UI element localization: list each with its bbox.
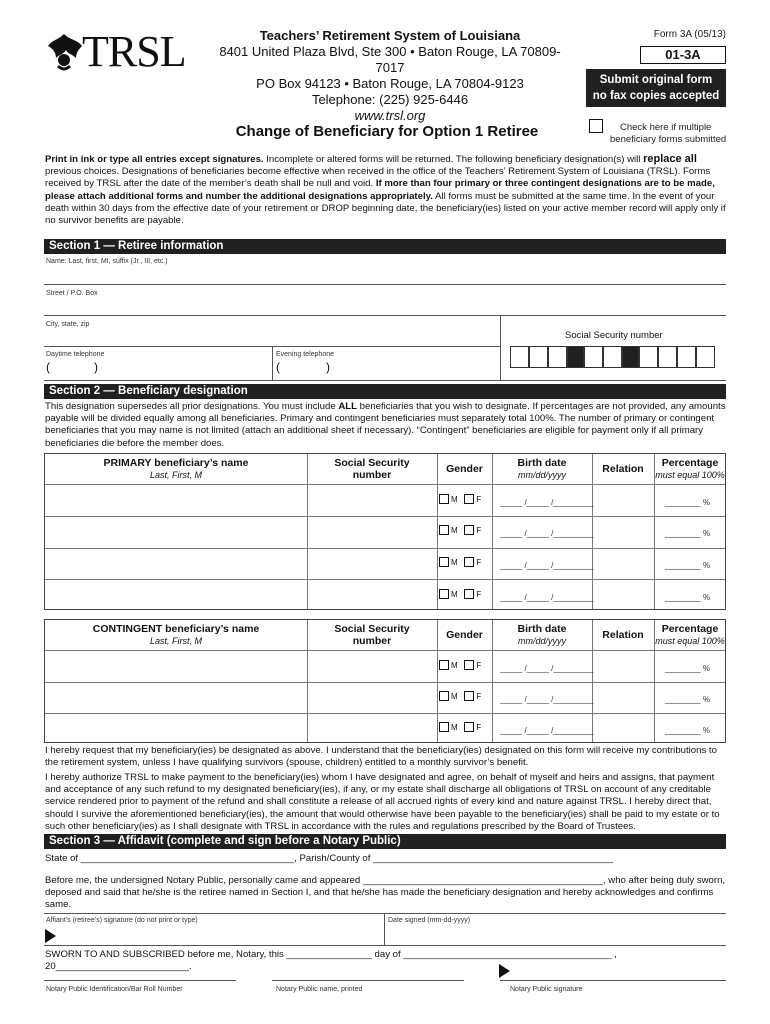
divider bbox=[44, 315, 726, 316]
divider bbox=[45, 713, 725, 714]
contingent-percentage-header-text: Percentage bbox=[661, 623, 719, 635]
primary-birth-header bbox=[492, 454, 592, 484]
multiple-forms-label bbox=[610, 122, 730, 146]
contingent-birth-header-text: Birth date bbox=[517, 623, 567, 635]
gender-f-checkbox[interactable] bbox=[464, 557, 474, 567]
authorize-paragraph: I hereby authorize TRSL to make payment to the beneficiary(ies) whom I have designated and agree, on behalf of myself and heirs and assigns, that payment and acceptance of any such refund to my designated beneficiary(ies), if any, or my estate shall discharge all obligations of TRSL on account of any creditable service rendered prior to payment of the refund and shall constitute a release of all accrued rights of every kind and nature against TRSL. I hereby direct that, should I survive the aforementioned beneficiary(ies), the amount that would otherwise have been payable to the beneficiary(ies) shall be paid to my estate or to such other beneficiary(ies) as I shall designate with TRSL in accordance with the rules and regulations prescribed by the Board of Trustees. bbox=[45, 772, 720, 832]
contingent-percentage-header-sub: must equal 100% bbox=[655, 636, 725, 646]
ssn-separator bbox=[567, 346, 584, 368]
divider bbox=[492, 454, 493, 609]
gender-f-label: F bbox=[476, 589, 482, 599]
daytime-phone-field[interactable] bbox=[44, 358, 272, 378]
section-2-text-a: This designation supersedes all prior designations. You must include bbox=[45, 401, 339, 412]
percentage-field[interactable]: ________ % bbox=[665, 498, 710, 507]
contingent-name-header bbox=[45, 620, 307, 650]
gender-f-label: F bbox=[476, 691, 482, 701]
primary-beneficiary-table bbox=[44, 453, 726, 610]
gender-options bbox=[439, 589, 481, 599]
divider bbox=[500, 315, 501, 380]
ssn-digit-box[interactable] bbox=[603, 346, 622, 368]
org-telephone: Telephone: (225) 925-6446 bbox=[311, 92, 469, 107]
primary-name-header-sub: Last, First, M bbox=[149, 470, 202, 480]
gender-f-label: F bbox=[476, 660, 482, 670]
form-title: Change of Beneficiary for Option 1 Retiree bbox=[235, 123, 539, 140]
multiple-forms-label-line-2: beneficiary forms submitted bbox=[610, 134, 727, 145]
divider bbox=[592, 620, 593, 742]
daytime-phone-label: Daytime telephone bbox=[46, 351, 105, 358]
ssn-digit-box[interactable] bbox=[510, 346, 529, 368]
primary-birth-header-sub: mm/dd/yyyy bbox=[517, 470, 566, 480]
ssn-label: Social Security number bbox=[565, 330, 663, 341]
notary-name-line[interactable] bbox=[272, 980, 464, 981]
notary-signature-line[interactable] bbox=[500, 980, 726, 981]
notary-signature-label: Notary Public signature bbox=[510, 986, 583, 993]
divider bbox=[384, 913, 385, 945]
multiple-forms-checkbox[interactable] bbox=[589, 119, 603, 133]
section-2-text-bold: ALL bbox=[338, 401, 357, 412]
paren-open: ( bbox=[46, 360, 50, 374]
paren-close: ) bbox=[94, 360, 98, 374]
city-label: City, state, zip bbox=[46, 321, 90, 328]
section-2-instructions bbox=[45, 401, 729, 450]
gender-m-checkbox[interactable] bbox=[439, 660, 449, 670]
percentage-field[interactable]: ________ % bbox=[665, 529, 710, 538]
contingent-ssn-header-text: Social Security number bbox=[334, 623, 410, 647]
instructions-bold-3: If more than four primary or three contingent designations are to be made, please attach additional forms and number the additional designations appropriately. bbox=[45, 178, 715, 202]
divider bbox=[45, 484, 725, 485]
submit-notice-line-1: Submit original form bbox=[599, 74, 713, 86]
street-field[interactable] bbox=[44, 298, 726, 316]
divider bbox=[44, 284, 726, 285]
gender-f-checkbox[interactable] bbox=[464, 589, 474, 599]
gender-f-checkbox[interactable] bbox=[464, 494, 474, 504]
birth-date-field[interactable]: _____ /_____ /_________ bbox=[500, 695, 594, 704]
ssn-digit-box[interactable] bbox=[529, 346, 548, 368]
state-parish-line[interactable]: State of ________________________________________, Parish/County of _____________________________________________ bbox=[45, 853, 614, 864]
gender-options bbox=[439, 691, 481, 701]
gender-f-checkbox[interactable] bbox=[464, 691, 474, 701]
gender-options bbox=[439, 722, 481, 732]
percentage-field[interactable]: ________ % bbox=[665, 664, 710, 673]
gender-f-checkbox[interactable] bbox=[464, 525, 474, 535]
instructions-text-1: Incomplete or altered forms will be returned. The following beneficiary designation(s) will bbox=[263, 154, 644, 165]
gender-m-checkbox[interactable] bbox=[439, 525, 449, 535]
city-field[interactable] bbox=[44, 329, 500, 347]
ssn-digit-box[interactable] bbox=[696, 346, 715, 368]
divider bbox=[45, 548, 725, 549]
percentage-field[interactable]: ________ % bbox=[665, 695, 710, 704]
contingent-gender-header-text: Gender bbox=[446, 629, 483, 641]
section-1-heading: Section 1 — Retiree information bbox=[44, 239, 726, 254]
gender-m-checkbox[interactable] bbox=[439, 691, 449, 701]
evening-phone-field[interactable] bbox=[272, 358, 500, 378]
sign-here-arrow-icon bbox=[45, 929, 56, 943]
ssn-separator bbox=[622, 346, 639, 368]
paren-open: ( bbox=[276, 360, 280, 374]
birth-date-field[interactable]: _____ /_____ /_________ bbox=[500, 561, 594, 570]
primary-percentage-header bbox=[654, 454, 726, 484]
section-3-heading: Section 3 — Affidavit (complete and sign before a Notary Public) bbox=[44, 834, 726, 849]
sign-here-arrow-icon bbox=[499, 964, 510, 978]
percentage-field[interactable]: ________ % bbox=[665, 561, 710, 570]
ssn-digit-box[interactable] bbox=[548, 346, 567, 368]
divider bbox=[654, 620, 655, 742]
primary-gender-header bbox=[437, 454, 492, 484]
contingent-beneficiary-table bbox=[44, 619, 726, 743]
birth-date-field[interactable]: _____ /_____ /_________ bbox=[500, 593, 594, 602]
logo-emblem-icon bbox=[44, 30, 84, 74]
birth-date-field[interactable]: _____ /_____ /_________ bbox=[500, 726, 594, 735]
organization-info bbox=[210, 28, 570, 124]
logo-text: TRSL bbox=[82, 27, 186, 76]
contingent-percentage-header bbox=[654, 620, 726, 650]
divider bbox=[492, 620, 493, 742]
gender-options bbox=[439, 660, 481, 670]
gender-m-label: M bbox=[451, 660, 458, 670]
gender-f-checkbox[interactable] bbox=[464, 660, 474, 670]
contingent-ssn-header bbox=[307, 620, 437, 650]
paren-close: ) bbox=[326, 360, 330, 374]
divider bbox=[307, 620, 308, 742]
date-signed-field[interactable] bbox=[386, 924, 724, 944]
divider bbox=[45, 682, 725, 683]
name-label: Name: Last, first, MI, suffix (Jr., III, etc.) bbox=[46, 258, 168, 265]
affiant-signature-field[interactable] bbox=[60, 924, 382, 944]
submit-notice-line-2: no fax copies accepted bbox=[592, 90, 720, 102]
primary-ssn-header-text: Social Security number bbox=[334, 457, 410, 481]
divider bbox=[45, 579, 725, 580]
instructions-bold-1: Print in ink or type all entries except signatures. bbox=[45, 154, 264, 165]
submit-notice bbox=[586, 69, 726, 107]
divider bbox=[307, 454, 308, 609]
primary-ssn-header bbox=[307, 454, 437, 484]
birth-date-field[interactable]: _____ /_____ /_________ bbox=[500, 498, 594, 507]
primary-relation-header-text: Relation bbox=[602, 463, 644, 475]
percentage-field[interactable]: ________ % bbox=[665, 726, 710, 735]
gender-options bbox=[439, 525, 481, 535]
gender-m-label: M bbox=[451, 722, 458, 732]
contingent-relation-header bbox=[592, 620, 654, 650]
ssn-digit-box[interactable] bbox=[584, 346, 603, 368]
gender-f-label: F bbox=[476, 557, 482, 567]
sworn-line[interactable]: SWORN TO AND SUBSCRIBED before me, Notary, this ________________ day of _______________________________________ , 20_________________________. bbox=[45, 949, 617, 973]
percentage-field[interactable]: ________ % bbox=[665, 593, 710, 602]
gender-f-label: F bbox=[476, 722, 482, 732]
divider bbox=[437, 454, 438, 609]
multiple-forms-label-line-1: Check here if multiple bbox=[620, 122, 712, 133]
gender-m-label: M bbox=[451, 557, 458, 567]
gender-options bbox=[439, 557, 481, 567]
gender-m-checkbox[interactable] bbox=[439, 557, 449, 567]
instructions-text-3: All forms must be submitted at the same time. In the event of your death within 30 days from the effective date of your retirement or DROP beginning date, the beneficiary(ies) listed on your active member record will apply only if no survivor benefits are payable. bbox=[45, 190, 726, 227]
contingent-birth-header bbox=[492, 620, 592, 650]
gender-m-checkbox[interactable] bbox=[439, 589, 449, 599]
divider bbox=[45, 650, 725, 651]
birth-date-field[interactable]: _____ /_____ /_________ bbox=[500, 664, 594, 673]
divider bbox=[44, 380, 726, 381]
gender-m-label: M bbox=[451, 525, 458, 535]
primary-percentage-header-sub: must equal 100% bbox=[655, 470, 725, 480]
ssn-digit-box[interactable] bbox=[639, 346, 658, 368]
primary-name-header-text: beneficiary’s name bbox=[151, 457, 249, 469]
street-label: Street / P.O. Box bbox=[46, 290, 98, 297]
org-url: www.trsl.org bbox=[354, 108, 426, 123]
section-2-heading: Section 2 — Beneficiary designation bbox=[44, 384, 726, 399]
primary-gender-header-text: Gender bbox=[446, 463, 483, 475]
gender-options bbox=[439, 494, 481, 504]
primary-percentage-header-text: Percentage bbox=[661, 457, 719, 469]
divider bbox=[437, 620, 438, 742]
primary-name-header-bold: PRIMARY bbox=[103, 457, 152, 469]
contingent-relation-header-text: Relation bbox=[602, 629, 644, 641]
contingent-name-header-sub: Last, First, M bbox=[149, 636, 202, 646]
org-name: Teachers’ Retirement System of Louisiana bbox=[259, 28, 521, 43]
instructions bbox=[45, 153, 731, 227]
gender-f-label: F bbox=[476, 525, 482, 535]
primary-birth-header-text: Birth date bbox=[517, 457, 567, 469]
divider bbox=[44, 913, 726, 914]
gender-m-label: M bbox=[451, 589, 458, 599]
contingent-name-header-bold: CONTINGENT bbox=[92, 623, 163, 635]
gender-m-checkbox[interactable] bbox=[439, 722, 449, 732]
instructions-text-2: previous choices. Designations of beneficiaries become effective when received in the office of the Teachers’ Retirement System of Louisiana (TRSL). Forms received by TRSL after the date of the member’s death shall be null and void. bbox=[45, 166, 711, 190]
request-paragraph: I hereby request that my beneficiary(ies) be designated as above. I understand that the beneficiary(ies) designated on this form will receive my contributions to the retirement system, unless I have qualifying survivors (spouse, children) entitled to a monthly survivor’s benefit. bbox=[45, 745, 717, 769]
name-field[interactable] bbox=[44, 267, 726, 285]
org-address-2: PO Box 94123 • Baton Rouge, LA 70804-9123 bbox=[256, 76, 524, 91]
form-number: Form 3A (05/13) bbox=[653, 29, 726, 40]
contingent-name-header-text: beneficiary’s name bbox=[162, 623, 260, 635]
contingent-birth-header-sub: mm/dd/yyyy bbox=[517, 636, 566, 646]
affidavit-statement: Before me, the undersigned Notary Public, personally came and appeared _____________________________________________, who after being duly sworn, deposed and said that he/she is the retiree named in Section I, and that he/she has made the beneficiary designation and hereby acknowledges and confirms same. bbox=[45, 875, 726, 911]
divider bbox=[654, 454, 655, 609]
section-2-text-c: beneficiaries that you wish to designate. If percentages are not provided, any amounts payable will be divided equally among all beneficiaries. Primary and contingent beneficiaries must separately total 100%. The number of primary or contingent beneficiaries that you may name is not limited (attach an additional sheet if necessary). “Contingent” beneficiaries are eligible for payment only if all primary beneficiaries die before the member does. bbox=[45, 401, 726, 449]
gender-f-checkbox[interactable] bbox=[464, 722, 474, 732]
notary-id-label: Notary Public Identification/Bar Roll Number bbox=[46, 986, 183, 993]
divider bbox=[44, 945, 726, 946]
notary-id-line[interactable] bbox=[44, 980, 236, 981]
gender-m-checkbox[interactable] bbox=[439, 494, 449, 504]
trsl-logo bbox=[44, 27, 204, 76]
form-code: 01-3A bbox=[640, 46, 726, 64]
date-signed-label: Date signed (mm-dd-yyyy) bbox=[388, 917, 471, 924]
birth-date-field[interactable]: _____ /_____ /_________ bbox=[500, 529, 594, 538]
ssn-digit-box[interactable] bbox=[677, 346, 696, 368]
gender-f-label: F bbox=[476, 494, 482, 504]
divider bbox=[45, 516, 725, 517]
primary-relation-header bbox=[592, 454, 654, 484]
notary-name-label: Notary Public name, printed bbox=[276, 986, 363, 993]
gender-m-label: M bbox=[451, 494, 458, 504]
org-address-1: 8401 United Plaza Blvd, Ste 300 • Baton Rouge, LA 70809-7017 bbox=[219, 44, 561, 75]
evening-phone-label: Evening telephone bbox=[276, 351, 334, 358]
contingent-gender-header bbox=[437, 620, 492, 650]
primary-name-header bbox=[45, 454, 307, 484]
instructions-bold-2: replace all bbox=[643, 153, 697, 165]
gender-m-label: M bbox=[451, 691, 458, 701]
affiant-signature-label: Affiant’s (retiree’s) signature (do not print or type) bbox=[46, 917, 198, 924]
ssn-digit-box[interactable] bbox=[658, 346, 677, 368]
